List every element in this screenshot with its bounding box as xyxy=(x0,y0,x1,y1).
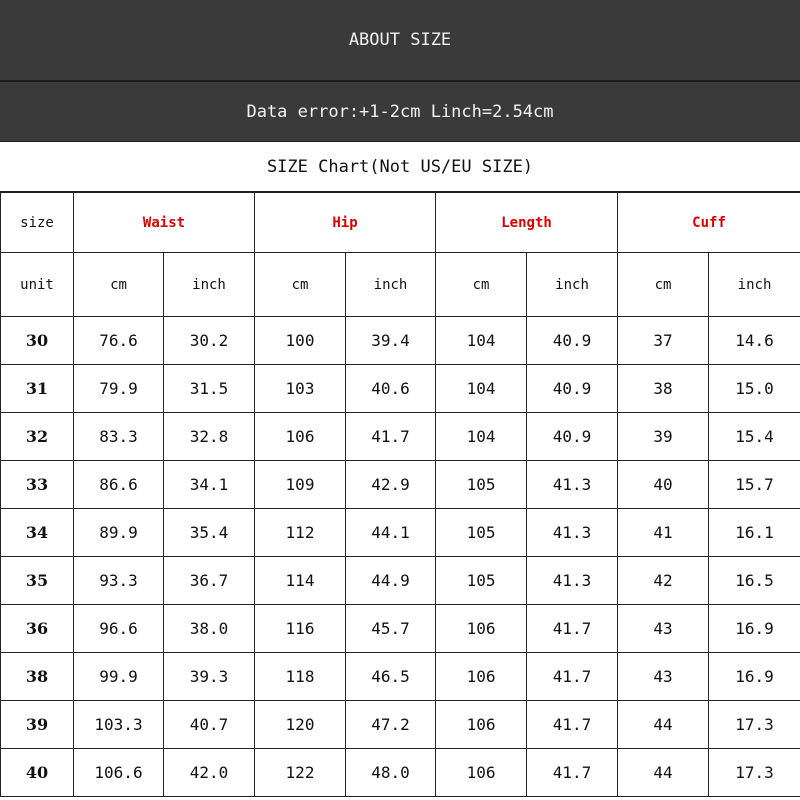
value-cell: 93.3 xyxy=(74,557,164,605)
value-cell: 118 xyxy=(255,653,346,701)
value-cell: 41.7 xyxy=(346,413,436,461)
value-cell: 38 xyxy=(618,365,709,413)
hip-header: Hip xyxy=(255,193,436,253)
size-cell: 38 xyxy=(1,653,74,701)
value-cell: 44 xyxy=(618,701,709,749)
value-cell: 106 xyxy=(436,701,527,749)
size-cell: 32 xyxy=(1,413,74,461)
value-cell: 16.9 xyxy=(709,605,800,653)
unit-label-cell: unit xyxy=(1,253,74,317)
group-header-row xyxy=(1,193,800,253)
value-cell: 47.2 xyxy=(346,701,436,749)
value-cell: 99.9 xyxy=(74,653,164,701)
data-error-text: Data error:+1-2cm Linch=2.54cm xyxy=(246,101,554,122)
value-cell: 44.9 xyxy=(346,557,436,605)
value-cell: 40.9 xyxy=(527,365,618,413)
table-row xyxy=(1,413,800,461)
value-cell: 40.9 xyxy=(527,317,618,365)
table-row xyxy=(1,605,800,653)
value-cell: 44 xyxy=(618,749,709,797)
value-cell: 105 xyxy=(436,509,527,557)
value-cell: 40 xyxy=(618,461,709,509)
size-chart-table xyxy=(0,192,800,797)
value-cell: 39.4 xyxy=(346,317,436,365)
size-cell: 35 xyxy=(1,557,74,605)
value-cell: 109 xyxy=(255,461,346,509)
value-cell: 38.0 xyxy=(164,605,255,653)
value-cell: 86.6 xyxy=(74,461,164,509)
value-cell: 16.9 xyxy=(709,653,800,701)
value-cell: 41 xyxy=(618,509,709,557)
value-cell: 15.0 xyxy=(709,365,800,413)
data-error-banner xyxy=(0,82,800,142)
value-cell: 30.2 xyxy=(164,317,255,365)
value-cell: 16.1 xyxy=(709,509,800,557)
value-cell: 39.3 xyxy=(164,653,255,701)
value-cell: 116 xyxy=(255,605,346,653)
table-row xyxy=(1,461,800,509)
about-size-banner xyxy=(0,0,800,82)
value-cell: 96.6 xyxy=(74,605,164,653)
unit-cell: cm xyxy=(74,253,164,317)
value-cell: 42 xyxy=(618,557,709,605)
unit-cell: inch xyxy=(709,253,800,317)
size-cell: 36 xyxy=(1,605,74,653)
value-cell: 122 xyxy=(255,749,346,797)
value-cell: 40.7 xyxy=(164,701,255,749)
size-cell: 31 xyxy=(1,365,74,413)
unit-cell: inch xyxy=(164,253,255,317)
value-cell: 14.6 xyxy=(709,317,800,365)
value-cell: 37 xyxy=(618,317,709,365)
value-cell: 83.3 xyxy=(74,413,164,461)
value-cell: 104 xyxy=(436,413,527,461)
table-row xyxy=(1,509,800,557)
value-cell: 41.3 xyxy=(527,557,618,605)
value-cell: 105 xyxy=(436,557,527,605)
value-cell: 15.4 xyxy=(709,413,800,461)
value-cell: 79.9 xyxy=(74,365,164,413)
table-row xyxy=(1,653,800,701)
value-cell: 43 xyxy=(618,653,709,701)
value-cell: 42.9 xyxy=(346,461,436,509)
table-row xyxy=(1,701,800,749)
value-cell: 41.7 xyxy=(527,749,618,797)
value-cell: 17.3 xyxy=(709,749,800,797)
unit-header-row xyxy=(1,253,800,317)
unit-cell: cm xyxy=(618,253,709,317)
value-cell: 17.3 xyxy=(709,701,800,749)
value-cell: 42.0 xyxy=(164,749,255,797)
value-cell: 32.8 xyxy=(164,413,255,461)
value-cell: 106 xyxy=(436,749,527,797)
value-cell: 89.9 xyxy=(74,509,164,557)
size-label-cell: size xyxy=(1,193,74,253)
value-cell: 106 xyxy=(255,413,346,461)
value-cell: 31.5 xyxy=(164,365,255,413)
value-cell: 104 xyxy=(436,317,527,365)
value-cell: 41.3 xyxy=(527,461,618,509)
value-cell: 36.7 xyxy=(164,557,255,605)
cuff-header: Cuff xyxy=(618,193,800,253)
value-cell: 106 xyxy=(436,605,527,653)
size-cell: 39 xyxy=(1,701,74,749)
value-cell: 41.7 xyxy=(527,701,618,749)
value-cell: 104 xyxy=(436,365,527,413)
unit-cell: cm xyxy=(436,253,527,317)
value-cell: 15.7 xyxy=(709,461,800,509)
table-row xyxy=(1,749,800,797)
value-cell: 106 xyxy=(436,653,527,701)
about-size-text: ABOUT SIZE xyxy=(348,30,452,50)
value-cell: 40.9 xyxy=(527,413,618,461)
value-cell: 44.1 xyxy=(346,509,436,557)
size-cell: 40 xyxy=(1,749,74,797)
value-cell: 100 xyxy=(255,317,346,365)
value-cell: 41.7 xyxy=(527,653,618,701)
size-cell: 34 xyxy=(1,509,74,557)
value-cell: 103 xyxy=(255,365,346,413)
value-cell: 45.7 xyxy=(346,605,436,653)
value-cell: 41.3 xyxy=(527,509,618,557)
value-cell: 16.5 xyxy=(709,557,800,605)
unit-cell: inch xyxy=(527,253,618,317)
size-cell: 30 xyxy=(1,317,74,365)
unit-cell: cm xyxy=(255,253,346,317)
value-cell: 105 xyxy=(436,461,527,509)
value-cell: 34.1 xyxy=(164,461,255,509)
size-cell: 33 xyxy=(1,461,74,509)
table-row xyxy=(1,365,800,413)
value-cell: 106.6 xyxy=(74,749,164,797)
length-header: Length xyxy=(436,193,618,253)
table-row xyxy=(1,317,800,365)
value-cell: 103.3 xyxy=(74,701,164,749)
value-cell: 39 xyxy=(618,413,709,461)
value-cell: 40.6 xyxy=(346,365,436,413)
value-cell: 76.6 xyxy=(74,317,164,365)
size-chart-title xyxy=(0,142,800,192)
value-cell: 46.5 xyxy=(346,653,436,701)
value-cell: 120 xyxy=(255,701,346,749)
value-cell: 41.7 xyxy=(527,605,618,653)
value-cell: 114 xyxy=(255,557,346,605)
value-cell: 43 xyxy=(618,605,709,653)
size-chart-title-text: SIZE Chart(Not US/EU SIZE) xyxy=(266,156,534,177)
unit-cell: inch xyxy=(346,253,436,317)
value-cell: 112 xyxy=(255,509,346,557)
table-row xyxy=(1,557,800,605)
waist-header: Waist xyxy=(74,193,255,253)
value-cell: 48.0 xyxy=(346,749,436,797)
value-cell: 35.4 xyxy=(164,509,255,557)
